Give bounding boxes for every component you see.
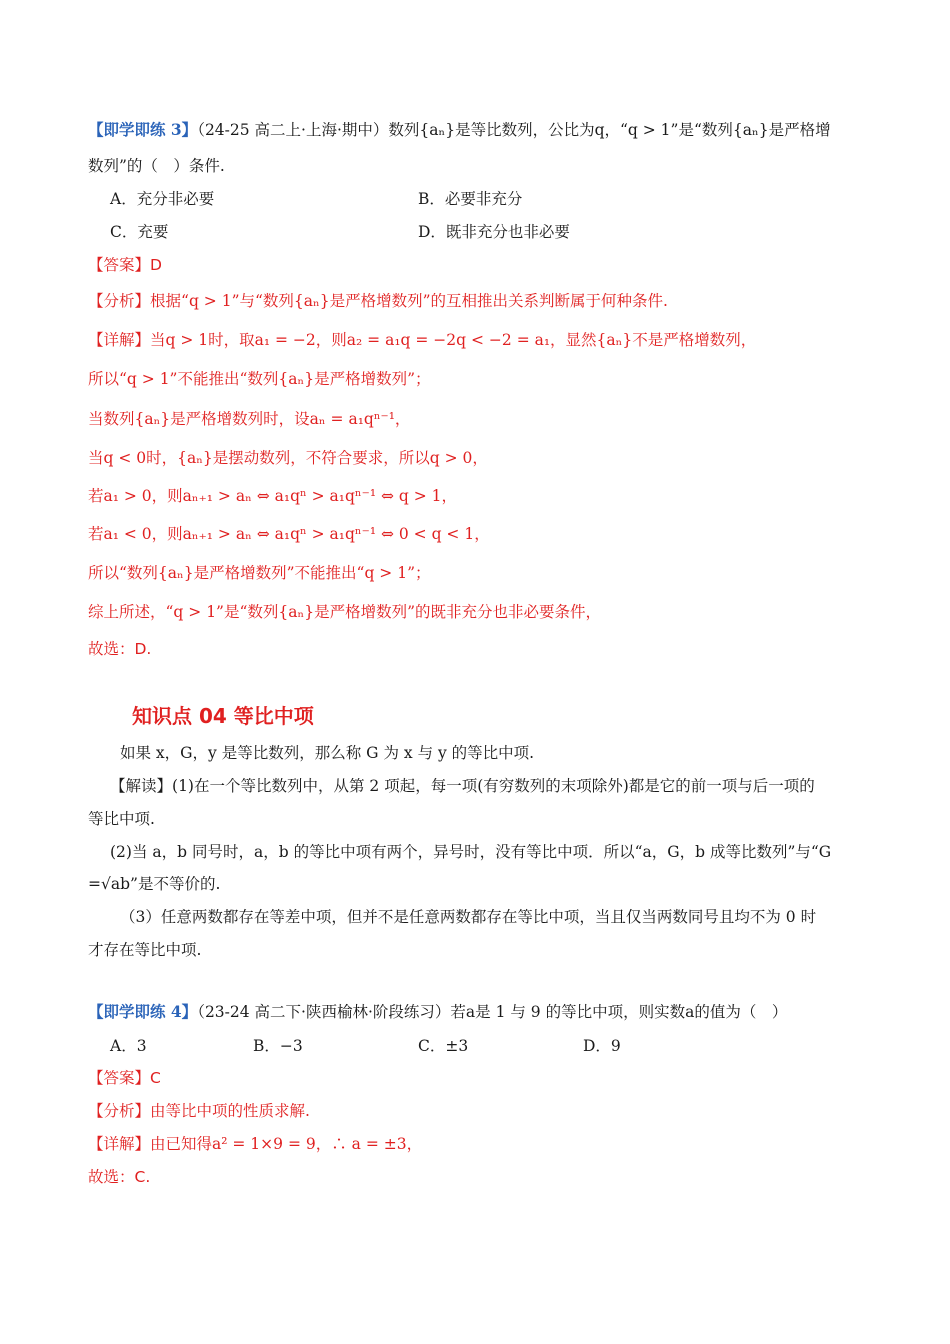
ex3-detail-text-1: 当q > 1时，取a₁ = −2，则a₂ = a₁q = −2q < −2 = a₁，显然{aₙ}不是严格增数列， [150, 331, 757, 349]
ex3-analysis [88, 289, 668, 313]
section-reading-p1b: 等比中项. [88, 810, 155, 828]
reading-p1a-text: (1)在一个等比数列中，从第 2 项起，每一项(有穷数列的末项除外)都是它的前一项与后一项的 [172, 777, 815, 795]
ex3-option-c: C．充要 [110, 223, 169, 241]
ex4-option-d: D．9 [583, 1037, 621, 1055]
ex4-option-c: C．±3 [418, 1037, 469, 1055]
ex4-final-choice: 故选：C. [88, 1168, 151, 1186]
section-reading-p2b: =√ab”是不等价的. [88, 875, 221, 893]
section-reading-p3a: （3）任意两数都存在等差中项，但并不是任意两数都存在等比中项，当且仅当两数同号且均不为 0 时 [120, 908, 817, 926]
ex3-final-choice: 故选：D. [88, 640, 152, 658]
ex3-answer-tag: 【答案】 [88, 256, 151, 274]
section-reading-p1a [110, 774, 815, 798]
ex3-detail-line-3: 当数列{aₙ}是严格增数列时，设aₙ = a₁qⁿ⁻¹， [88, 410, 411, 428]
ex4-answer [88, 1066, 161, 1090]
ex3-detail-line-1 [88, 328, 756, 352]
ex3-answer [88, 253, 162, 277]
ex3-detail-tag: 【详解】 [88, 331, 151, 349]
ex3-analysis-text: 根据“q > 1”与“数列{aₙ}是严格增数列”的互相推出关系判断属于何种条件. [150, 292, 668, 310]
ex4-question-text: （23-24 高二下·陕西榆林·阶段练习）若a是 1 与 9 的等比中项，则实数a的值为（ ） [197, 1003, 788, 1021]
section-reading-p3b: 才存在等比中项. [88, 941, 202, 959]
ex3-question-line1 [88, 118, 831, 142]
ex3-detail-line-7: 所以“数列{aₙ}是严格增数列”不能推出“q > 1”； [88, 564, 431, 582]
ex4-detail-tag: 【详解】 [88, 1135, 151, 1153]
section-reading-p2a: (2)当 a，b 同号时，a，b 的等比中项有两个，异号时，没有等比中项．所以“a，G，b 成等比数列”与“G [110, 843, 832, 861]
ex3-detail-line-8: 综上所述，“q > 1”是“数列{aₙ}是严格增数列”的既非充分也非必要条件， [88, 603, 601, 621]
ex3-option-a: A．充分非必要 [110, 190, 215, 208]
ex3-answer-value: D [150, 256, 162, 274]
ex4-option-a: A．3 [110, 1037, 147, 1055]
section-definition: 如果 x，G，y 是等比数列，那么称 G 为 x 与 y 的等比中项. [120, 744, 535, 762]
ex4-question [88, 1000, 787, 1024]
ex3-option-b: B．必要非充分 [418, 190, 523, 208]
ex3-question-line2: 数列”的（ ）条件. [88, 157, 225, 175]
ex4-answer-value: C [150, 1069, 161, 1087]
ex4-analysis [88, 1099, 310, 1123]
ex3-detail-line-5: 若a₁ > 0，则aₙ₊₁ > aₙ ⇔ a₁qⁿ > a₁qⁿ⁻¹ ⇔ q > 1， [88, 487, 457, 505]
ex3-detail-line-6: 若a₁ < 0，则aₙ₊₁ > aₙ ⇔ a₁qⁿ > a₁qⁿ⁻¹ ⇔ 0 < q < 1， [88, 525, 490, 543]
ex4-analysis-text: 由等比中项的性质求解. [150, 1102, 310, 1120]
reading-tag: 【解读】 [110, 777, 173, 795]
ex4-analysis-tag: 【分析】 [88, 1102, 151, 1120]
ex3-tag: 【即学即练 3】 [88, 120, 198, 139]
ex3-analysis-tag: 【分析】 [88, 292, 151, 310]
ex4-tag: 【即学即练 4】 [88, 1002, 198, 1021]
ex4-detail-text: 由已知得a² = 1×9 = 9，∴ a = ±3， [150, 1135, 423, 1153]
ex3-option-d: D．既非充分也非必要 [418, 223, 570, 241]
section-heading: 知识点 04 等比中项 [132, 704, 314, 728]
ex4-detail [88, 1132, 422, 1156]
ex3-detail-line-4: 当q < 0时，{aₙ}是摆动数列，不符合要求，所以q > 0， [88, 449, 488, 467]
ex3-question-text: （24-25 高二上·上海·期中）数列{aₙ}是等比数列，公比为q，“q > 1”是“数列{aₙ}是严格增 [197, 121, 831, 139]
ex4-option-b: B．−3 [253, 1037, 303, 1055]
ex4-answer-tag: 【答案】 [88, 1069, 151, 1087]
ex3-detail-line-2: 所以“q > 1”不能推出“数列{aₙ}是严格增数列”； [88, 370, 431, 388]
